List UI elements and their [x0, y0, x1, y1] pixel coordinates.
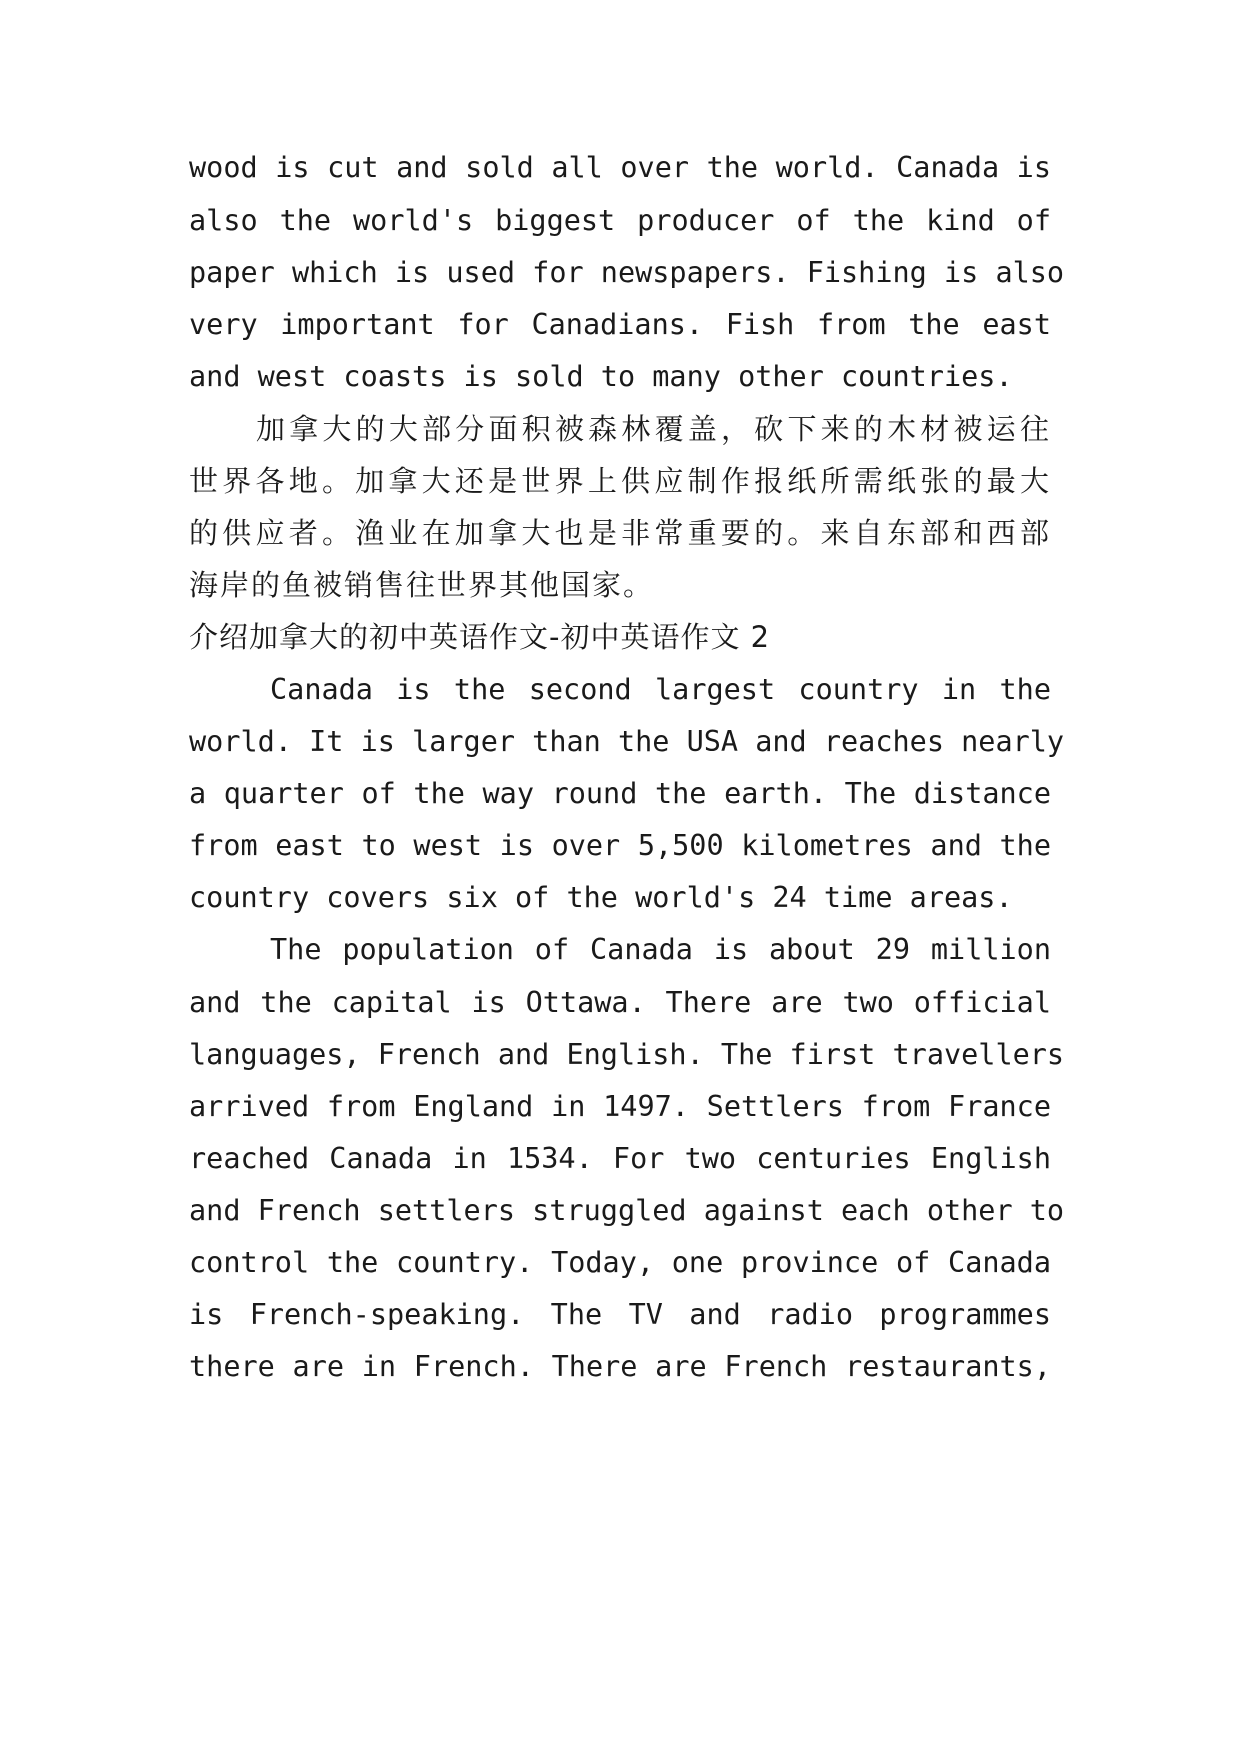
text-line: country covers six of the world's 24 time areas.	[189, 881, 1013, 914]
text-line: control the country. Today, one province of Canada	[189, 1246, 1051, 1279]
text-line: 海岸的鱼被销售往世界其他国家。	[189, 568, 655, 602]
text-line: The population of Canada is about 29 million	[270, 933, 1051, 966]
text-line: languages, French and English. The first travellers	[189, 1038, 1065, 1071]
text-line: Canada is the second largest country in the	[270, 673, 1051, 706]
text-line: and French settlers struggled against each other to	[189, 1194, 1065, 1227]
text-line: wood is cut and sold all over the world. Canada is	[189, 151, 1051, 184]
text-line: 加拿大的大部分面积被森林覆盖，砍下来的木材被运往	[256, 412, 1051, 446]
text-line: a quarter of the way round the earth. The distance	[189, 777, 1051, 810]
text-line: world. It is larger than the USA and reaches nearly	[189, 725, 1065, 758]
text-line: arrived from England in 1497. Settlers from France	[189, 1090, 1051, 1123]
text-line: and the capital is Ottawa. There are two official	[189, 986, 1051, 1019]
text-line: is French-speaking. The TV and radio programmes	[189, 1298, 1051, 1331]
text-line: there are in French. There are French restaurants,	[189, 1350, 1051, 1383]
section-heading: 介绍加拿大的初中英语作文-初中英语作文 2	[189, 620, 771, 654]
text-line: reached Canada in 1534. For two centuries English	[189, 1142, 1051, 1175]
text-line: and west coasts is sold to many other countries.	[189, 360, 1013, 393]
text-line: 世界各地。加拿大还是世界上供应制作报纸所需纸张的最大	[189, 464, 1051, 498]
text-line: from east to west is over 5,500 kilometres and the	[189, 829, 1051, 862]
text-line: paper which is used for newspapers. Fishing is also	[189, 256, 1065, 289]
text-line: 的供应者。渔业在加拿大也是非常重要的。来自东部和西部	[189, 516, 1051, 550]
text-line: also the world's biggest producer of the kind of	[189, 204, 1051, 237]
text-line: very important for Canadians. Fish from the east	[189, 308, 1051, 341]
